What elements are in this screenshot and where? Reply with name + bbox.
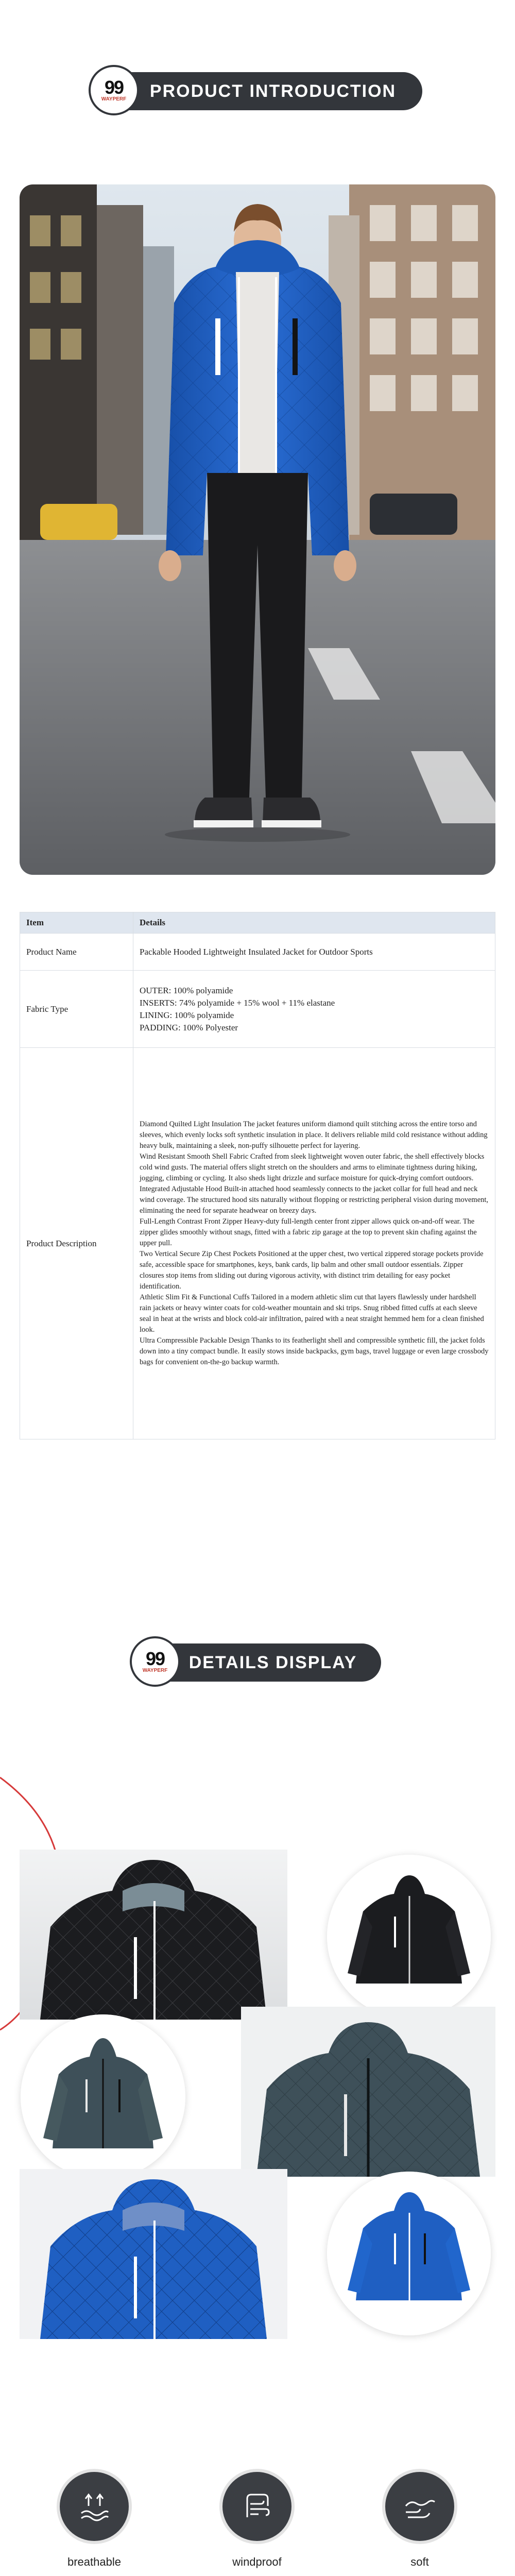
- hero-product-image: [20, 184, 495, 875]
- row-label-product-description: Product Description: [20, 1048, 133, 1439]
- soft-icon: [382, 2469, 457, 2544]
- section-title: DETAILS DISPLAY: [188, 1652, 357, 1672]
- feature-windproof: [218, 2469, 296, 2569]
- brand-logo: 99 WAYPERF: [130, 1636, 180, 1687]
- table-row: [20, 934, 495, 971]
- detail-image-blue-jacket-full: [327, 2172, 491, 2335]
- feature-breathable: [56, 2469, 133, 2569]
- breathable-icon: [57, 2469, 132, 2544]
- section-header-product-introduction: [93, 72, 422, 110]
- description-paragraph: Integrated Adjustable Hood Built-in attached hood seamlessly connects to the jacket collar for full head and neck wind coverage. The structured hood sits naturally without flopping or restricting peripheral vision during movement, eliminating the need for separate headwear on breezy days.: [140, 1185, 489, 1215]
- description-paragraph: Wind Resistant Smooth Shell Fabric Crafted from sleek lightweight woven outer fabric, the shell effectively blocks cold wind gusts. The material offers slight stretch on the shoulders and arms to eliminate tightness during hiking, jogging, climbing or cycling. It also sheds light drizzle and surface moisture for quick-drying comfort outdoors.: [140, 1153, 485, 1182]
- detail-image-slate-jacket-full: [21, 2014, 185, 2179]
- description-paragraph: Athletic Slim Fit & Functional Cuffs Tailored in a modern athletic slim cut that layers flawlessly under hardshell rain jackets or heavy winter coats for cold-weather mountain and ski trips. Snug ribbed fitted cuffs at each sleeve seal in heat at the wrists and block cold-air infiltration, paired with a neat straight hemmed hem for a clean finished look.: [140, 1293, 484, 1334]
- section-header-details-display: [134, 1643, 381, 1682]
- fabric-line: OUTER: 100% polyamide: [140, 985, 233, 995]
- table-row: [20, 971, 495, 1048]
- row-value-product-description: [133, 1048, 495, 1439]
- feature-soft: [381, 2469, 458, 2569]
- table-header-row: [20, 912, 495, 934]
- feature-label: windproof: [232, 2555, 282, 2568]
- detail-image-slate-jacket-closeup: [241, 2007, 495, 2177]
- windproof-icon: [219, 2469, 295, 2544]
- fabric-line: PADDING: 100% Polyester: [140, 1022, 238, 1032]
- description-paragraph: Ultra Compressible Packable Design Thanks to its featherlight shell and compressible synthetic fill, the jacket folds down into a tiny compact bundle. It easily stows inside backpacks, gym bags, travel luggage or even large crossbody bags for convenient on-the-go backup warmth.: [140, 1336, 489, 1366]
- brand-logo: 99 WAYPERF: [89, 65, 139, 115]
- section-title: PRODUCT INTRODUCTION: [149, 81, 397, 101]
- fabric-line: INSERTS: 74% polyamide + 15% wool + 11% elastane: [140, 997, 335, 1008]
- product-spec-table: [20, 912, 495, 1439]
- row-label-fabric-type: Fabric Type: [20, 971, 133, 1048]
- feature-label: breathable: [67, 2555, 121, 2568]
- detail-image-black-jacket-closeup: [20, 1850, 287, 2020]
- row-label-product-name: Product Name: [20, 934, 133, 971]
- row-value-product-name: Packable Hooded Lightweight Insulated Jacket for Outdoor Sports: [133, 934, 495, 971]
- detail-image-black-jacket-full: [327, 1855, 491, 2019]
- feature-label: soft: [410, 2555, 429, 2568]
- description-paragraph: Full-Length Contrast Front Zipper Heavy-duty full-length center front zipper allows quick on-and-off wear. The zipper glides smoothly without snags, fitted with a fabric zip garage at the top to prevent skin chafing against the upper pull.: [140, 1217, 477, 1247]
- table-header-details: Details: [133, 912, 495, 934]
- table-row: [20, 1048, 495, 1439]
- row-value-fabric-type: [133, 971, 495, 1048]
- detail-image-blue-jacket-closeup: [20, 2169, 287, 2339]
- description-paragraph: Diamond Quilted Light Insulation The jacket features uniform diamond quilt stitching across the entire torso and sleeves, which evenly locks soft synthetic insulation in place. It delivers reliable mild cold resistance without adding heavy bulk, maintaining a sleek, non-puffy silhouette perfect for layering.: [140, 1120, 488, 1150]
- fabric-line: LINING: 100% polyamide: [140, 1010, 234, 1020]
- description-paragraph: Two Vertical Secure Zip Chest Pockets Positioned at the upper chest, two vertical zippered storage pockets provide safe, accessible space for smartphones, keys, bank cards, lip balm and other small outdoor essentials. Zipper closures stop items from sliding out during vigorous activity, with distinct trim detailing for easy pocket identification.: [140, 1250, 484, 1291]
- table-header-item: Item: [20, 912, 133, 934]
